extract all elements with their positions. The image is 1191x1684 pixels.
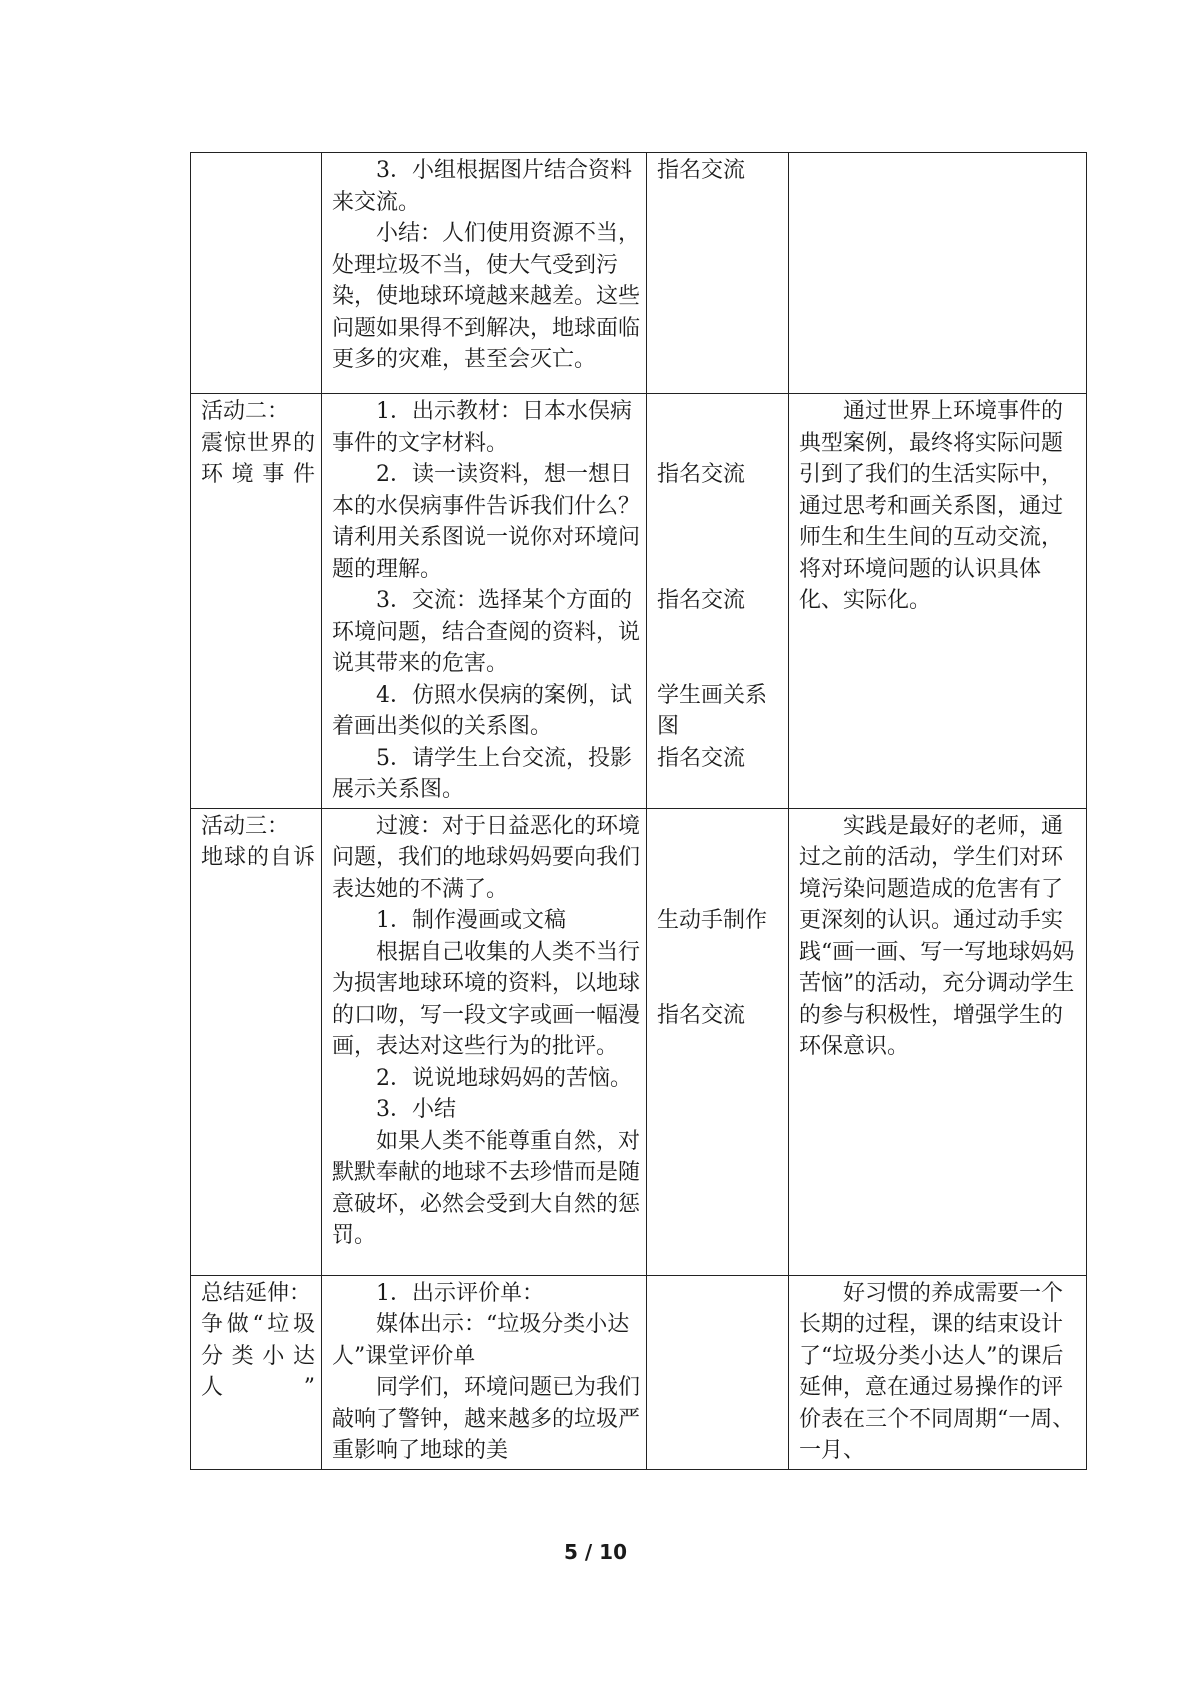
activity-title: 震惊世界的环境事件 xyxy=(201,430,315,487)
content-paragraph: 2．读一读资料，想一想日本的水俣病事件告诉我们什么？请利用关系图说一说你对环境问题的理解。 xyxy=(332,462,641,582)
page-current: 5 xyxy=(563,1540,578,1564)
content-paragraph: 媒体出示：“垃圾分类小达人”课堂评价单 xyxy=(332,1312,630,1369)
activity-cell xyxy=(191,394,322,809)
spacer xyxy=(657,428,782,460)
spacer xyxy=(657,968,782,1000)
student-activity-cell xyxy=(647,394,789,809)
spacer xyxy=(657,396,782,428)
content-paragraph: 1．制作漫画或文稿 xyxy=(376,908,566,933)
activity-cell xyxy=(191,1275,322,1469)
content-paragraph: 2．说说地球妈妈的苦恼。 xyxy=(376,1065,632,1091)
content-paragraph: 1．出示教材：日本水俣病事件的文字材料。 xyxy=(332,399,632,456)
content-paragraph: 根据自己收集的人类不当行为损害地球环境的资料，以地球的口吻，写一段文字或画一幅漫画，表达对这些行为的批评。 xyxy=(332,939,641,1059)
activity-title: 地球的自诉 xyxy=(201,845,315,870)
student-activity-text: 指名交流 xyxy=(657,158,746,183)
intent-paragraph: 实践是最好的老师，通过之前的活动，学生们对环境污染问题造成的危害有了更深刻的认识。通过动手实践“画一画、写一写地球妈妈苦恼”的活动，充分调动学生的参与积极性，增强学生的环保意识。 xyxy=(799,813,1075,1059)
student-activity-text: 生动手制作 xyxy=(657,908,768,933)
content-paragraph: 同学们，环境问题已为我们敲响了警钟，越来越多的垃圾严重影响了地球的美 xyxy=(332,1375,641,1463)
content-paragraph: 5．请学生上台交流，投影展示关系图。 xyxy=(332,745,632,802)
student-activity-text: 学生画关系图 xyxy=(657,682,768,739)
spacer xyxy=(657,522,782,554)
page-total: 10 xyxy=(599,1540,627,1564)
spacer xyxy=(657,937,782,969)
spacer xyxy=(657,874,782,906)
page-number xyxy=(0,1540,1191,1564)
student-activity-cell xyxy=(647,153,789,394)
content-paragraph: 3．小结 xyxy=(376,1097,456,1122)
content-paragraph: 过渡：对于日益恶化的环境问题，我们的地球妈妈要向我们表达她的不满了。 xyxy=(332,813,641,902)
table-row xyxy=(191,1275,1087,1469)
spacer xyxy=(657,648,782,680)
spacer xyxy=(657,491,782,523)
teaching-content-cell xyxy=(322,153,647,394)
student-activity-cell xyxy=(647,808,789,1275)
table-row xyxy=(191,808,1087,1275)
content-paragraph: 3．小组根据图片结合资料来交流。 xyxy=(332,158,632,215)
page-separator: / xyxy=(584,1540,593,1564)
student-activity-text: 指名交流 xyxy=(657,462,746,487)
activity-title: 争做“垃圾分类小达人” xyxy=(201,1312,315,1400)
table-row xyxy=(191,394,1087,809)
teaching-content-cell xyxy=(322,394,647,809)
content-paragraph: 小结：人们使用资源不当，处理垃圾不当，使大气受到污染，使地球环境越来越差。这些问题如果得不到解决，地球面临更多的灾难，甚至会灭亡。 xyxy=(332,221,641,372)
content-paragraph: 如果人类不能尊重自然，对默默奉献的地球不去珍惜而是随意破坏，必然会受到大自然的惩罚。 xyxy=(332,1128,641,1248)
activity-label: 活动二： xyxy=(201,399,290,424)
table-row xyxy=(191,153,1087,394)
spacer xyxy=(657,554,782,586)
content-paragraph: 1．出示评价单： xyxy=(376,1280,544,1306)
design-intent-cell xyxy=(789,153,1087,394)
activity-label: 活动三： xyxy=(201,813,290,839)
intent-paragraph: 通过世界上环境事件的典型案例，最终将实际问题引到了我们的生活实际中，通过思考和画关系图，通过师生和生生间的互动交流，将对环境问题的认识具体化、实际化。 xyxy=(799,399,1064,613)
design-intent-cell xyxy=(789,1275,1087,1469)
intent-paragraph: 好习惯的养成需要一个长期的过程，课的结束设计了“垃圾分类小达人”的课后延伸，意在通过易操作的评价表在三个不同周期“一周、一月、 xyxy=(799,1280,1075,1463)
student-activity-text: 指名交流 xyxy=(657,1002,746,1028)
lesson-plan-body xyxy=(191,153,1087,1470)
teaching-content-cell xyxy=(322,808,647,1275)
teaching-content-cell xyxy=(322,1275,647,1469)
content-paragraph: 4．仿照水俣病的案例，试着画出类似的关系图。 xyxy=(332,682,632,739)
student-activity-cell xyxy=(647,1275,789,1469)
lesson-plan-table xyxy=(190,152,1087,1470)
spacer xyxy=(657,842,782,874)
design-intent-cell xyxy=(789,394,1087,809)
spacer xyxy=(657,617,782,649)
student-activity-text: 指名交流 xyxy=(657,745,746,771)
student-activity-text: 指名交流 xyxy=(657,588,746,613)
content-paragraph: 3．交流：选择某个方面的环境问题，结合查阅的资料，说说其带来的危害。 xyxy=(332,588,641,676)
design-intent-cell xyxy=(789,808,1087,1275)
activity-label: 总结延伸： xyxy=(201,1280,312,1306)
spacer xyxy=(657,811,782,843)
activity-cell xyxy=(191,153,322,394)
activity-cell xyxy=(191,808,322,1275)
